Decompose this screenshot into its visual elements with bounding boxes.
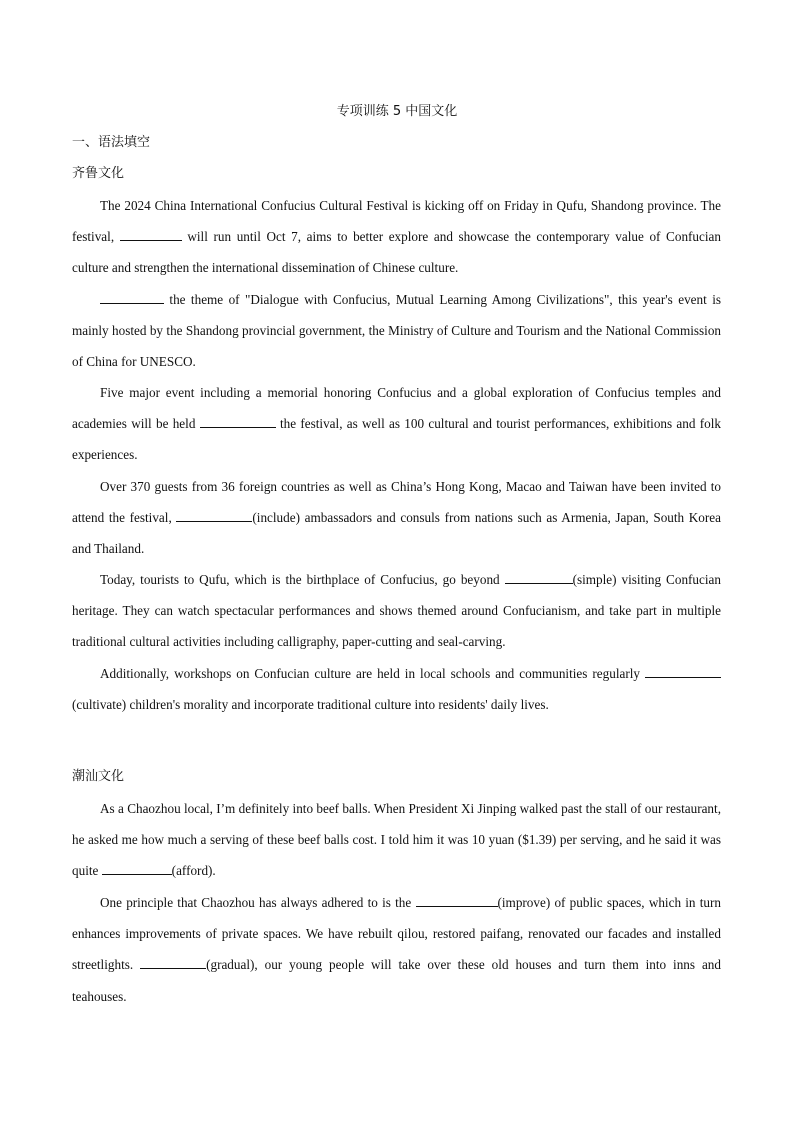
paragraph-3-text-b: the festival, as well as 100 cultural and tourist performances, exhibitions and folk experiences. (72, 416, 721, 463)
answer-blank-9[interactable] (140, 956, 206, 969)
paragraph-5-text-a: Today, tourists to Qufu, which is the birthplace of Confucius, go beyond (100, 572, 505, 587)
page-title: 专项训练 5 中国文化 (336, 104, 458, 119)
paragraph-8-text-a: One principle that Chaozhou has always adhered to is the (100, 895, 416, 910)
paragraph-5 (72, 564, 721, 658)
paragraph-7-text-a: As a Chaozhou local, I’m definitely into beef balls. When President Xi Jinping walked past the stall of our restaurant, he asked me how much a serving of these beef balls cost. I told him it was 10 yuan ($1.39) per serving, and he said it was quite (72, 801, 721, 879)
paragraph-3 (72, 377, 721, 471)
part-heading-qilu: 齐鲁文化 (72, 166, 125, 181)
paragraph-6-text-b: (cultivate) children's morality and incorporate traditional culture into residents' daily lives. (72, 697, 549, 713)
answer-blank-8[interactable] (416, 894, 498, 907)
paragraph-4-text-a: Over 370 guests from 36 foreign countries as well as China’s Hong Kong, Macao and Taiwan have been invited to attend the festival, (72, 479, 721, 526)
answer-blank-7[interactable] (102, 862, 172, 875)
paragraph-6 (72, 658, 721, 720)
answer-blank-5[interactable] (505, 571, 573, 584)
answer-blank-6[interactable] (645, 665, 721, 678)
paragraph-5-text-b: (simple) visiting Confucian heritage. They can watch spectacular performances and shows themed around Confucianism, and take part in multiple traditional cultural activities including calligraphy, paper-cutting and seal-carving. (72, 572, 721, 650)
paragraph-3-text-a: Five major event including a memorial honoring Confucius and a global exploration of Confucius temples and academies will be held (72, 385, 721, 432)
answer-blank-3[interactable] (200, 415, 276, 428)
answer-blank-1[interactable] (120, 228, 182, 241)
paragraph-2-text-b: the theme of "Dialogue with Confucius, Mutual Learning Among Civilizations", this year's event is mainly hosted by the Shandong provincial government, the Ministry of Culture and Tourism and the National Commission of China for UNESCO. (72, 292, 721, 370)
answer-blank-4[interactable] (176, 509, 252, 522)
paragraph-7-text-b: (afford). (171, 863, 216, 879)
paragraph-1-text-b: will run until Oct 7, aims to better explore and showcase the contemporary value of Confucian culture and strengthen the international dissemination of Chinese culture. (72, 229, 721, 276)
paragraph-7 (72, 793, 721, 887)
part-heading-chaoshan: 潮汕文化 (72, 769, 125, 784)
paragraph-2 (72, 284, 721, 378)
paragraph-4 (72, 471, 721, 565)
paragraph-8-text-c: (gradual), our young people will take over these old houses and turn them into inns and teahouses. (72, 957, 721, 1004)
paragraph-8 (72, 887, 721, 1012)
paragraph-4-text-b: (include) ambassadors and consuls from nations such as Armenia, Japan, South Korea and Thailand. (72, 510, 721, 557)
paragraph-6-text-a: Additionally, workshops on Confucian culture are held in local schools and communities regularly (100, 666, 645, 681)
paragraph-1-text-a: The 2024 China International Confucius Cultural Festival is kicking off on Friday in Qufu, Shandong province. The festival, (72, 198, 721, 245)
paragraph-1 (72, 190, 721, 284)
answer-blank-2[interactable] (100, 291, 164, 304)
paragraph-8-text-b: (improve) of public spaces, which in turn enhances improvements of private spaces. We have rebuilt qilou, restored paifang, renovated our facades and installed streetlights. (72, 895, 722, 973)
section-heading: 一、语法填空 (72, 135, 151, 150)
